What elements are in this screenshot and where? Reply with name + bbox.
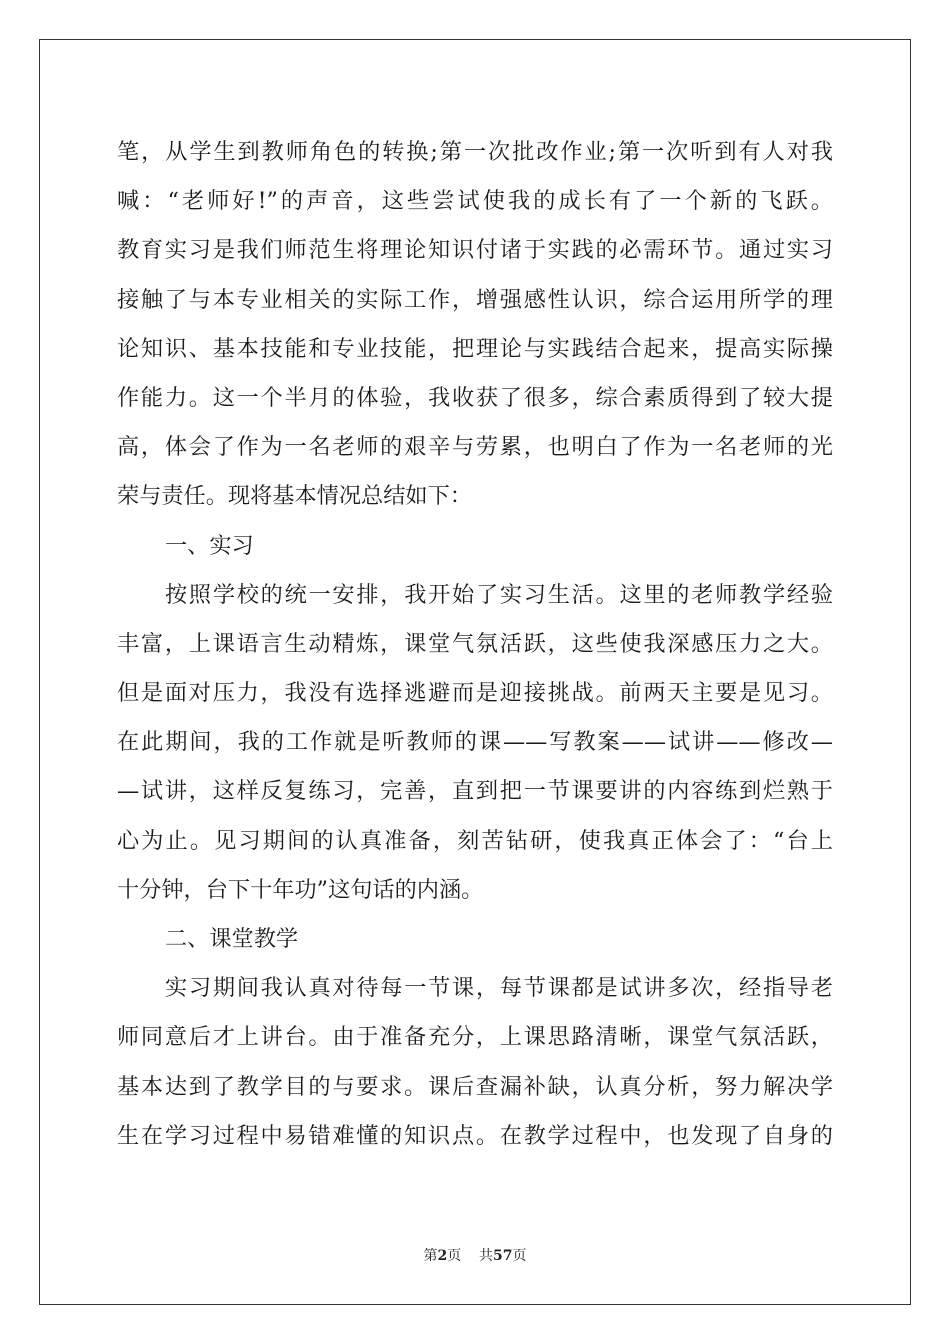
section-heading: 二、课堂教学 <box>165 926 299 952</box>
text-line: 荣与责任。现将基本情况总结如下： <box>117 483 472 510</box>
page-footer <box>0 1246 950 1266</box>
text-line: 高，体会了作为一名老师的艰辛与劳累，也明白了作为一名老师的光 <box>117 434 833 461</box>
document-body <box>117 128 833 1161</box>
total-pages-prefix: 共 <box>479 1248 494 1264</box>
text-line: 按照学校的统一安排，我开始了实习生活。这里的老师教学经验 <box>165 581 833 608</box>
total-pages-suffix: 页 <box>512 1248 527 1264</box>
page-number-prefix: 第 <box>423 1248 438 1264</box>
text-line: 接触了与本专业相关的实际工作，增强感性认识，综合运用所学的理 <box>117 286 833 313</box>
text-line: 作能力。这一个半月的体验，我收获了很多，综合素质得到了较大提 <box>117 384 833 411</box>
text-line: 心为止。见习期间的认真准备，刻苦钻研，使我真正体会了：“台上 <box>117 827 833 854</box>
page-number-suffix: 页 <box>447 1248 462 1264</box>
text-line: —试讲，这样反复练习，完善，直到把一节课要讲的内容练到烂熟于 <box>117 778 833 805</box>
page-number: 2 <box>437 1248 448 1264</box>
text-line: 在此期间，我的工作就是听教师的课——写教案——试讲——修改— <box>117 729 833 756</box>
text-line: 基本达到了教学目的与要求。课后查漏补缺，认真分析，努力解决学 <box>117 1073 833 1100</box>
text-line: 论知识、基本技能和专业技能，把理论与实践结合起来，提高实际操 <box>117 335 833 362</box>
text-line: 十分钟，台下十年功”这句话的内涵。 <box>117 876 484 903</box>
text-line: 生在学习过程中易错难懂的知识点。在教学过程中，也发现了自身的 <box>117 1122 833 1149</box>
text-line: 教育实习是我们师范生将理论知识付诸于实践的必需环节。通过实习 <box>117 237 833 264</box>
text-line: 但是面对压力，我没有选择逃避而是迎接挑战。前两天主要是见习。 <box>117 680 833 707</box>
text-line: 笔，从学生到教师角色的转换;第一次批改作业;第一次听到有人对我 <box>117 139 833 165</box>
total-pages: 57 <box>493 1248 513 1264</box>
text-line: 丰富，上课语言生动精炼，课堂气氛活跃，这些使我深感压力之大。 <box>117 630 833 657</box>
text-line: 实习期间我认真对待每一节课，每节课都是试讲多次，经指导老 <box>165 975 833 1002</box>
text-line: 师同意后才上讲台。由于准备充分，上课思路清晰，课堂气氛活跃， <box>117 1024 833 1051</box>
section-heading: 一、实习 <box>165 532 254 559</box>
text-line: 喊：“老师好!”的声音，这些尝试使我的成长有了一个新的飞跃。 <box>117 188 833 215</box>
